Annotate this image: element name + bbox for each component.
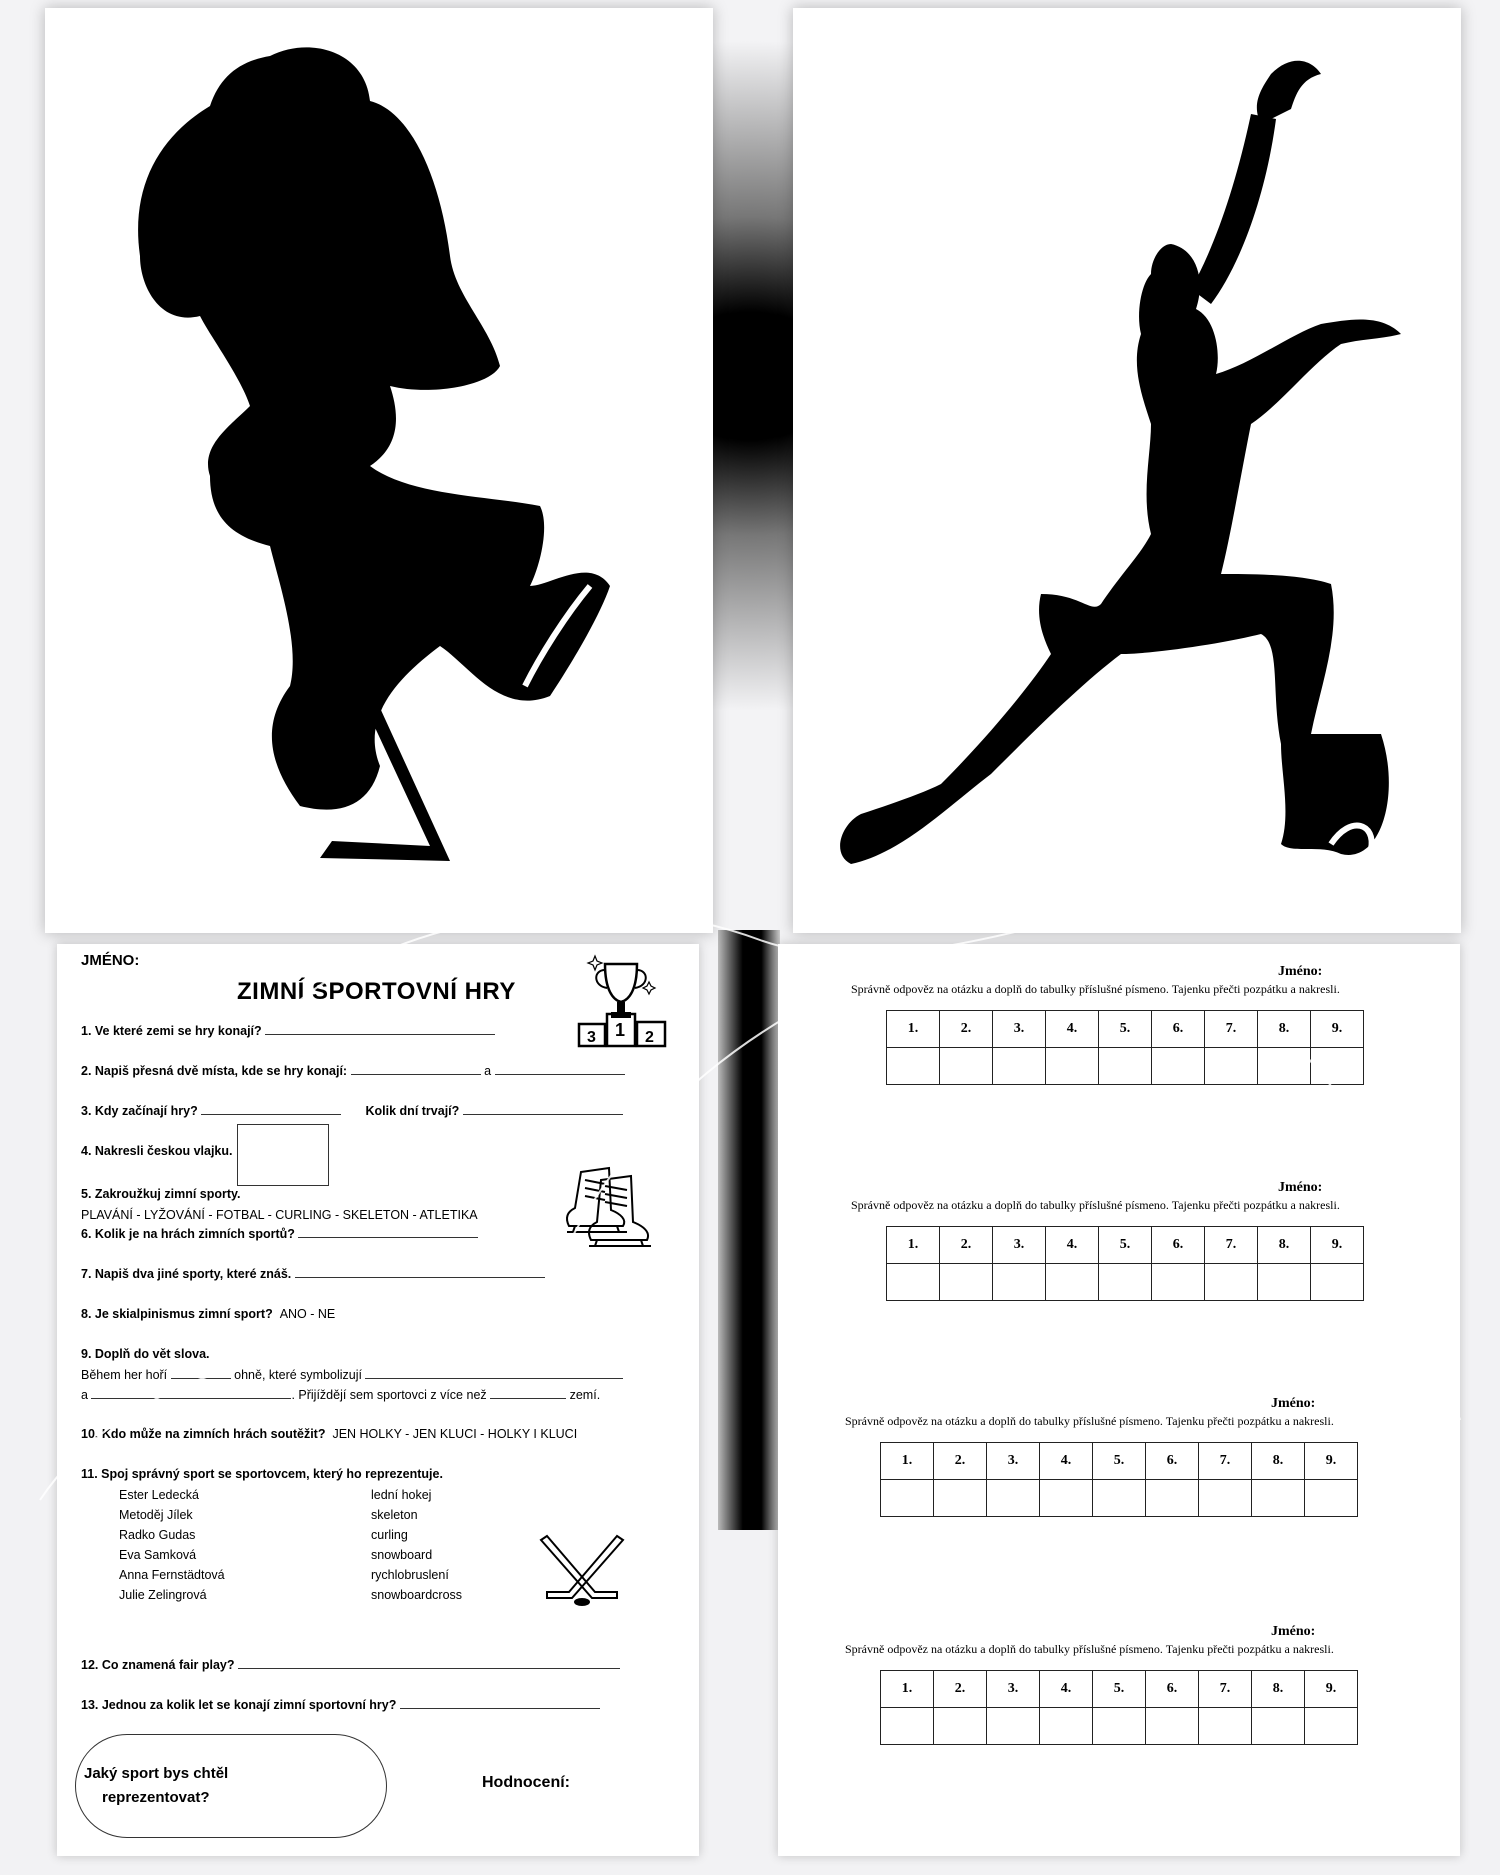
answer-cell[interactable] [1146,1708,1199,1745]
answer-instructions: Správně odpověz na otázku a doplň do tabulky příslušné písmeno. Tajenku přečti pozpátku a nakresli. [845,1414,1334,1428]
question-4: 4. Nakresli českou vlajku. [81,1144,233,1158]
table-header-cell: 5. [1093,1443,1146,1480]
answer-cell[interactable] [1258,1048,1311,1085]
answer-cell[interactable] [887,1048,940,1085]
table-header-cell: 2. [934,1443,987,1480]
table-header-cell: 5. [1093,1671,1146,1708]
flag-drawing-box[interactable] [237,1124,329,1186]
question-3: 3. Kdy začínají hry? Kolik dní trvají? [81,1104,623,1118]
answer-cell[interactable] [1205,1264,1258,1301]
answer-cell[interactable] [1040,1480,1093,1517]
answer-table [880,1442,1358,1517]
podium-third: 3 [587,1029,596,1046]
answer-cell[interactable] [1152,1048,1205,1085]
figure-skater-silhouette [821,34,1426,892]
athlete-1: Ester Ledecká [119,1488,199,1502]
answer-cell[interactable] [1046,1048,1099,1085]
table-header-cell: 2. [940,1011,993,1048]
answer-table [886,1226,1364,1301]
answer-cell[interactable] [1046,1264,1099,1301]
answer-sheet-page [778,944,1460,1856]
table-header-cell: 1. [881,1671,934,1708]
question-9-line-2: a . Přijíždějí sem sportovci z více než zemí. [81,1388,601,1402]
hockey-player-silhouette [70,26,686,898]
answer-cell[interactable] [1099,1048,1152,1085]
answer-cell[interactable] [1305,1708,1358,1745]
answer-cell[interactable] [993,1264,1046,1301]
athlete-4: Eva Samková [119,1548,197,1562]
answer-cell[interactable] [1093,1708,1146,1745]
table-header-cell: 7. [1199,1443,1252,1480]
ice-skates-icon [561,1162,661,1254]
table-header-cell: 2. [940,1227,993,1264]
oval-question-line-2: reprezentovat? [102,1789,210,1806]
answer-cell[interactable] [1040,1708,1093,1745]
table-header-cell: 1. [881,1443,934,1480]
answer-table [886,1010,1364,1085]
answer-cell[interactable] [1093,1480,1146,1517]
table-header-cell: 1. [887,1227,940,1264]
table-header-cell: 4. [1046,1227,1099,1264]
oval-question-line-1: Jaký sport bys chtěl [84,1765,229,1782]
skater-card [793,8,1461,933]
sport-2: skeleton [371,1508,418,1522]
table-header-cell: 8. [1258,1227,1311,1264]
sport-6: snowboardcross [371,1588,463,1602]
table-header-cell: 2. [934,1671,987,1708]
answer-cell[interactable] [1205,1048,1258,1085]
answer-cell[interactable] [881,1480,934,1517]
table-header-cell: 4. [1040,1443,1093,1480]
sport-5: rychlobruslení [371,1568,449,1582]
answer-name-label: Jméno: [1271,1624,1316,1639]
question-12: 12. Co znamená fair play? [81,1658,620,1672]
table-header-cell: 4. [1046,1011,1099,1048]
answer-block-2 [778,1180,1460,1330]
answer-cell[interactable] [987,1480,1040,1517]
answer-cell[interactable] [887,1264,940,1301]
question-2: 2. Napiš přesná dvě místa, kde se hry konají: a [81,1064,625,1078]
podium-second: 2 [645,1029,654,1046]
answer-instructions: Správně odpověz na otázku a doplň do tabulky příslušné písmeno. Tajenku přečti pozpátku a nakresli. [851,1198,1340,1212]
trophy-icon [577,952,673,1048]
sport-3: curling [371,1528,408,1542]
table-header-cell: 8. [1252,1443,1305,1480]
answer-table [880,1670,1358,1745]
answer-cell[interactable] [940,1048,993,1085]
question-11: 11. Spoj správný sport se sportovcem, který ho reprezentuje. [81,1467,443,1481]
name-label: JMÉNO: [81,952,140,969]
table-header-cell: 6. [1152,1011,1205,1048]
answer-cell[interactable] [1146,1480,1199,1517]
question-5-options: PLAVÁNÍ - LYŽOVÁNÍ - FOTBAL - CURLING - SKELETON - ATLETIKA [81,1208,478,1222]
table-header-cell: 9. [1305,1671,1358,1708]
sport-4: snowboard [371,1548,433,1562]
answer-cell[interactable] [1258,1264,1311,1301]
question-10: 10. Kdo může na zimních hrách soutěžit? JEN HOLKY - JEN KLUCI - HOLKY I KLUCI [81,1427,578,1441]
athlete-5: Anna Fernstädtová [119,1568,225,1582]
table-header-cell: 6. [1152,1227,1205,1264]
answer-cell[interactable] [987,1708,1040,1745]
table-header-cell: 9. [1311,1227,1364,1264]
answer-cell[interactable] [1152,1264,1205,1301]
answer-cell[interactable] [940,1264,993,1301]
question-13: 13. Jednou za kolik let se konají zimní sportovní hry? [81,1698,600,1712]
question-9: 9. Doplň do vět slova. [81,1347,210,1361]
answer-cell[interactable] [881,1708,934,1745]
question-9-line-1: Během her hoří ohně, které symbolizují [81,1368,623,1382]
table-header-cell: 3. [993,1011,1046,1048]
table-header-cell: 7. [1199,1671,1252,1708]
answer-block-3 [778,1396,1460,1546]
answer-cell[interactable] [1311,1048,1364,1085]
table-header-cell: 7. [1205,1227,1258,1264]
question-6: 6. Kolik je na hrách zimních sportů? [81,1227,478,1241]
table-header-cell: 3. [987,1671,1040,1708]
table-header-cell: 9. [1305,1443,1358,1480]
hockey-card [45,8,713,933]
athlete-2: Metoděj Jílek [119,1508,193,1522]
answer-block-4 [778,1624,1460,1774]
answer-cell[interactable] [993,1048,1046,1085]
answer-cell[interactable] [1199,1708,1252,1745]
answer-name-label: Jméno: [1278,964,1323,979]
answer-name-label: Jméno: [1271,1396,1316,1411]
table-header-cell: 6. [1146,1671,1199,1708]
background-stripe [718,930,780,1530]
question-8: 8. Je skialpinismus zimní sport? ANO - NE [81,1307,336,1321]
table-header-cell: 7. [1205,1011,1258,1048]
table-header-cell: 6. [1146,1443,1199,1480]
answer-cell[interactable] [934,1708,987,1745]
answer-cell[interactable] [1199,1480,1252,1517]
hockey-sticks-icon [537,1530,627,1610]
answer-name-label: Jméno: [1278,1180,1323,1195]
answer-cell[interactable] [1311,1264,1364,1301]
worksheet-page [57,944,699,1856]
table-header-cell: 8. [1252,1671,1305,1708]
question-7: 7. Napiš dva jiné sporty, které znáš. [81,1267,545,1281]
answer-instructions: Správně odpověz na otázku a doplň do tabulky příslušné písmeno. Tajenku přečti pozpátku a nakresli. [851,982,1340,996]
answer-cell[interactable] [1099,1264,1152,1301]
table-header-cell: 3. [993,1227,1046,1264]
athlete-3: Radko Gudas [119,1528,196,1542]
athlete-6: Julie Zelingrová [119,1588,207,1602]
table-header-cell: 8. [1258,1011,1311,1048]
question-5: 5. Zakroužkuj zimní sporty. [81,1187,241,1201]
podium-first: 1 [615,1020,626,1040]
evaluation-label: Hodnocení: [482,1774,570,1791]
answer-cell[interactable] [1305,1480,1358,1517]
table-header-cell: 3. [987,1443,1040,1480]
answer-cell[interactable] [934,1480,987,1517]
table-header-cell: 5. [1099,1011,1152,1048]
table-header-cell: 1. [887,1011,940,1048]
answer-cell[interactable] [1252,1480,1305,1517]
answer-oval[interactable] [75,1734,387,1838]
answer-instructions: Správně odpověz na otázku a doplň do tabulky příslušné písmeno. Tajenku přečti pozpátku a nakresli. [845,1642,1334,1656]
sport-1: lední hokej [371,1488,432,1502]
table-header-cell: 9. [1311,1011,1364,1048]
table-header-cell: 5. [1099,1227,1152,1264]
worksheet-title: ZIMNÍ SPORTOVNÍ HRY [237,978,516,1005]
answer-block-1 [778,964,1460,1114]
answer-cell[interactable] [1252,1708,1305,1745]
table-header-cell: 4. [1040,1671,1093,1708]
question-1: 1. Ve které zemi se hry konají? [81,1024,495,1038]
